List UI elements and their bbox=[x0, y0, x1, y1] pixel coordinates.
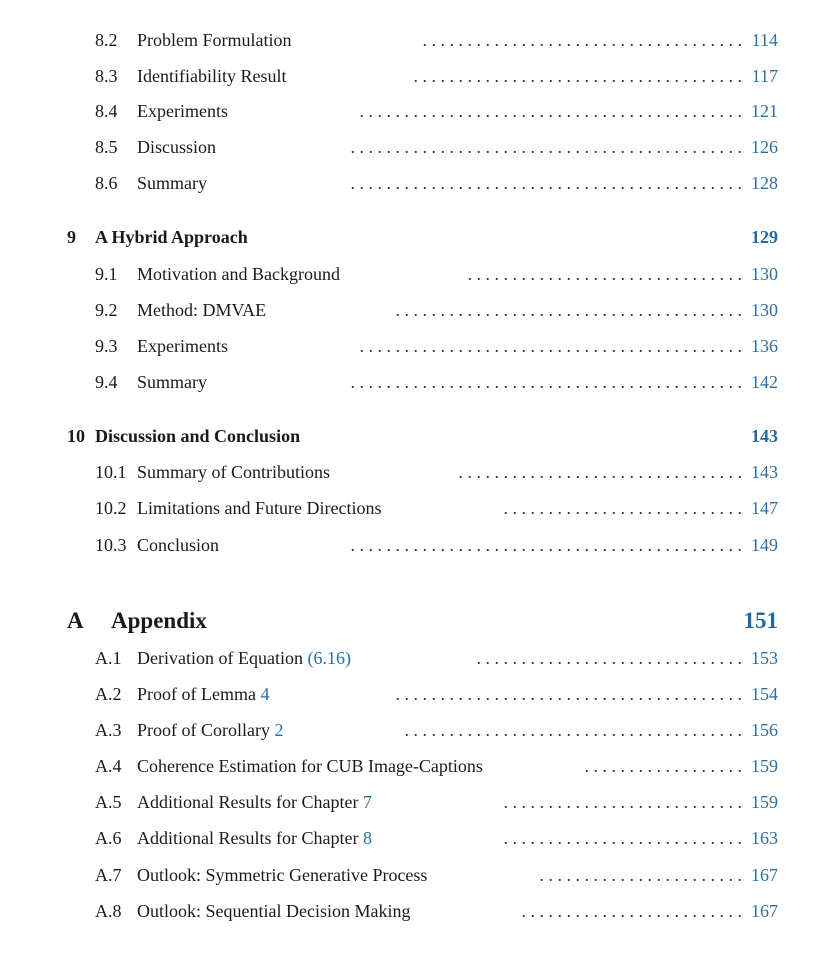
section-number: 10.2 bbox=[95, 498, 127, 518]
leader-dots: . . . . . . . . . . . . . . . . . . . . . . . . . . . . . . . bbox=[467, 264, 742, 284]
section-title bbox=[137, 684, 269, 705]
equation-ref-link[interactable]: (6.16) bbox=[307, 648, 351, 668]
lemma-ref-link[interactable]: 4 bbox=[260, 684, 270, 704]
section-number: A.6 bbox=[95, 828, 122, 848]
section-title: Discussion bbox=[137, 137, 217, 157]
section-number: A.8 bbox=[95, 901, 122, 921]
leader-dots: . . . . . . . . . . . . . . . . . . . . . . . . . . . . . . . . . . . . . . bbox=[404, 720, 742, 740]
page-number[interactable]: 167 bbox=[751, 865, 778, 885]
page-number[interactable]: 159 bbox=[751, 756, 778, 776]
page-number[interactable]: 151 bbox=[743, 608, 778, 633]
section-title: Summary bbox=[137, 372, 207, 392]
section-title bbox=[137, 720, 283, 741]
section-title: Motivation and Background bbox=[137, 264, 340, 284]
page-number[interactable]: 149 bbox=[751, 535, 778, 555]
section-number: 8.3 bbox=[95, 66, 118, 86]
chapter-ref-link[interactable]: 7 bbox=[362, 792, 372, 812]
page-number[interactable]: 159 bbox=[751, 792, 778, 812]
leader-dots: . . . . . . . . . . . . . . . . . . . . . . . . . . . . . . . . . . . . . . . . . . . bbox=[359, 101, 742, 121]
leader-dots: . . . . . . . . . . . . . . . . . . . . . . . . . . . . . . . . . . . . . . . bbox=[395, 300, 742, 320]
page-number[interactable]: 147 bbox=[751, 498, 778, 518]
leader-dots: . . . . . . . . . . . . . . . . . . . . . . . . . . . . . . . . . . . . . . . . . . . . bbox=[350, 173, 742, 193]
section-title: Experiments bbox=[137, 101, 228, 121]
leader-dots: . . . . . . . . . . . . . . . . . . . . . . . . . . . . . . . . . . . . . . . . . . . . bbox=[350, 535, 742, 555]
section-title: Conclusion bbox=[137, 535, 220, 555]
leader-dots: . . . . . . . . . . . . . . . . . . . . . . . . . . . . . . . . . . . . . bbox=[413, 66, 742, 86]
section-title: Experiments bbox=[137, 336, 228, 356]
page-number[interactable]: 154 bbox=[751, 684, 778, 704]
leader-dots: . . . . . . . . . . . . . . . . . . . . . . . . . . . . . . . . . . . . . . . . . . . . bbox=[350, 137, 742, 157]
leader-dots: . . . . . . . . . . . . . . . . . . bbox=[584, 756, 742, 776]
section-title: Identifiability Result bbox=[137, 66, 287, 86]
page-number[interactable]: 129 bbox=[751, 227, 778, 247]
page-number[interactable]: 156 bbox=[751, 720, 778, 740]
section-title-text: Proof of Lemma bbox=[137, 684, 256, 704]
section-number: A.1 bbox=[95, 648, 122, 668]
corollary-ref-link[interactable]: 2 bbox=[274, 720, 284, 740]
section-number: A.4 bbox=[95, 756, 122, 776]
chapter-title: A Hybrid Approach bbox=[95, 227, 248, 247]
leader-dots: . . . . . . . . . . . . . . . . . . . . . . . . . . . . . . . . . . . . . . . bbox=[395, 684, 742, 704]
page-number[interactable]: 114 bbox=[751, 30, 778, 50]
leader-dots: . . . . . . . . . . . . . . . . . . . . . . . . . . . bbox=[503, 828, 742, 848]
section-number: A.7 bbox=[95, 865, 122, 885]
chapter-title: Discussion and Conclusion bbox=[95, 426, 301, 446]
section-number: 10.1 bbox=[95, 462, 127, 482]
leader-dots: . . . . . . . . . . . . . . . . . . . . . . . . . . . . . . bbox=[476, 648, 742, 668]
section-number: 9.1 bbox=[95, 264, 118, 284]
section-number: A.3 bbox=[95, 720, 122, 740]
leader-dots: . . . . . . . . . . . . . . . . . . . . . . . . . . . . . . . . . . . . . . . . . . . . bbox=[350, 372, 742, 392]
section-title-text: Additional Results for Chapter bbox=[137, 792, 359, 812]
section-number: 8.6 bbox=[95, 173, 118, 193]
section-title: Outlook: Symmetric Generative Process bbox=[137, 865, 428, 885]
section-number: 9.4 bbox=[95, 372, 118, 392]
appendix-title: Appendix bbox=[111, 608, 207, 633]
chapter-ref-link[interactable]: 8 bbox=[362, 828, 372, 848]
section-number: 10.3 bbox=[95, 535, 127, 555]
chapter-number: 9 bbox=[67, 227, 76, 247]
section-title: Problem Formulation bbox=[137, 30, 292, 50]
page-number[interactable]: 130 bbox=[751, 300, 778, 320]
section-title bbox=[137, 828, 372, 849]
page-number[interactable]: 167 bbox=[751, 901, 778, 921]
leader-dots: . . . . . . . . . . . . . . . . . . . . . . . bbox=[539, 865, 742, 885]
leader-dots: . . . . . . . . . . . . . . . . . . . . . . . . . . . bbox=[503, 498, 742, 518]
appendix-letter: A bbox=[67, 608, 84, 633]
section-title-text: Additional Results for Chapter bbox=[137, 828, 359, 848]
leader-dots: . . . . . . . . . . . . . . . . . . . . . . . . . . . bbox=[503, 792, 742, 812]
chapter-number: 10 bbox=[67, 426, 85, 446]
section-title bbox=[137, 792, 372, 813]
page-number[interactable]: 128 bbox=[751, 173, 778, 193]
leader-dots: . . . . . . . . . . . . . . . . . . . . . . . . . . . . . . . . bbox=[458, 462, 742, 482]
section-number: A.5 bbox=[95, 792, 122, 812]
section-title: Limitations and Future Directions bbox=[137, 498, 382, 518]
leader-dots: . . . . . . . . . . . . . . . . . . . . . . . . . . . . . . . . . . . . . . . . . . . bbox=[359, 336, 742, 356]
section-number: 8.2 bbox=[95, 30, 118, 50]
page-number[interactable]: 117 bbox=[751, 66, 778, 86]
section-title: Outlook: Sequential Decision Making bbox=[137, 901, 411, 921]
section-number: 9.2 bbox=[95, 300, 118, 320]
page-number[interactable]: 121 bbox=[751, 101, 778, 121]
page-number[interactable]: 143 bbox=[751, 462, 778, 482]
section-title-text: Derivation of Equation bbox=[137, 648, 303, 668]
leader-dots: . . . . . . . . . . . . . . . . . . . . . . . . . bbox=[521, 901, 742, 921]
section-title: Coherence Estimation for CUB Image-Captions bbox=[137, 756, 483, 776]
page-number[interactable]: 126 bbox=[751, 137, 778, 157]
section-number: 8.5 bbox=[95, 137, 118, 157]
section-number: 8.4 bbox=[95, 101, 118, 121]
page-number[interactable]: 163 bbox=[751, 828, 778, 848]
page-number[interactable]: 130 bbox=[751, 264, 778, 284]
page-number[interactable]: 142 bbox=[751, 372, 778, 392]
section-title: Method: DMVAE bbox=[137, 300, 267, 320]
section-title: Summary bbox=[137, 173, 207, 193]
section-number: 9.3 bbox=[95, 336, 118, 356]
section-number: A.2 bbox=[95, 684, 122, 704]
page-number[interactable]: 143 bbox=[751, 426, 778, 446]
page-number[interactable]: 153 bbox=[751, 648, 778, 668]
section-title-text: Proof of Corollary bbox=[137, 720, 270, 740]
leader-dots: . . . . . . . . . . . . . . . . . . . . . . . . . . . . . . . . . . . . bbox=[422, 30, 742, 50]
page-number[interactable]: 136 bbox=[751, 336, 778, 356]
section-title: Summary of Contributions bbox=[137, 462, 330, 482]
section-title bbox=[137, 648, 351, 669]
